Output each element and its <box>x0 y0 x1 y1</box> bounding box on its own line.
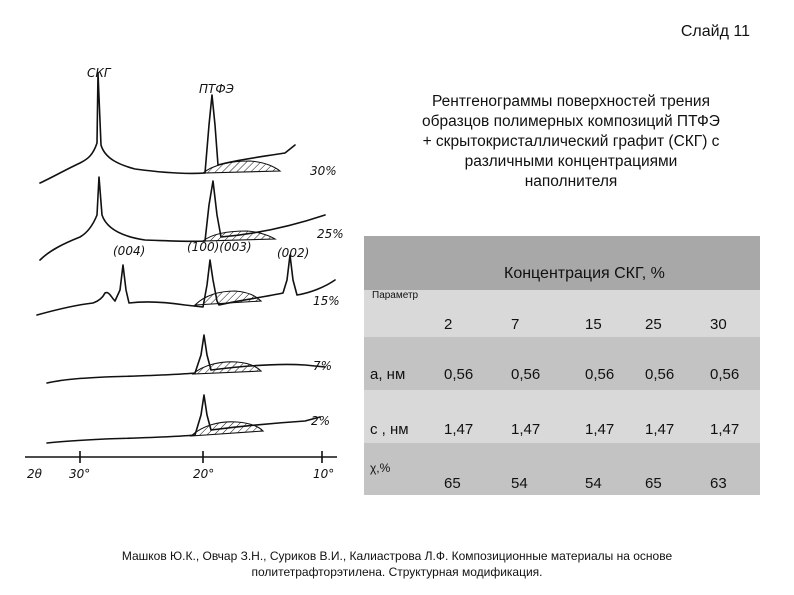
conc-2: 2 <box>444 315 453 333</box>
peak-label-100-003: (100)(003) <box>187 240 252 254</box>
table-row-band-a <box>364 337 760 390</box>
conc-7: 7 <box>511 315 520 333</box>
slide-number: Слайд 11 <box>680 23 750 40</box>
title-line: наполнителя <box>524 173 618 190</box>
table-row-band-c <box>364 390 760 443</box>
title-line: Рентгенограммы поверхностей трения <box>432 93 710 110</box>
row-label-chi: χ,% <box>370 461 391 475</box>
value-c-30: 1,47 <box>710 420 740 438</box>
table-row-band-concentrations <box>364 290 760 337</box>
peak-label-ptfe: ПТФЭ <box>199 82 235 96</box>
citation-footer <box>40 548 754 580</box>
halo-2 <box>191 422 263 436</box>
peak-label-002: (002) <box>277 246 310 260</box>
x-tick-label-30: 30° <box>69 467 91 481</box>
value-c-15: 1,47 <box>585 420 615 438</box>
halo-30 <box>203 161 280 173</box>
conc-25: 25 <box>645 315 662 333</box>
value-c-2: 1,47 <box>444 420 474 438</box>
slide-title <box>382 92 760 192</box>
row-label-c: с , нм <box>370 420 409 438</box>
conc-30: 30 <box>710 315 727 333</box>
title-line: + скрытокристаллический графит (СКГ) с <box>422 133 720 150</box>
halo-7 <box>193 362 261 374</box>
value-chi-7: 54 <box>511 474 528 492</box>
x-axis-label: 2θ <box>27 467 42 481</box>
value-c-7: 1,47 <box>511 420 541 438</box>
curve-label-25: 25% <box>317 227 344 241</box>
curve-7 <box>47 335 325 383</box>
value-a-25: 0,56 <box>645 365 675 383</box>
value-a-30: 0,56 <box>710 365 740 383</box>
value-chi-2: 65 <box>444 474 461 492</box>
peak-label-004: (004) <box>113 244 146 258</box>
peak-label-skg: СКГ <box>87 66 111 80</box>
curve-2 <box>47 395 320 443</box>
curve-label-15: 15% <box>313 294 340 308</box>
title-line: образцов полимерных композиций ПТФЭ <box>422 113 720 130</box>
curve-label-2: 2% <box>311 414 331 428</box>
citation-line: политетрафторэтилена. Структурная модификация. <box>251 565 543 579</box>
value-a-7: 0,56 <box>511 365 541 383</box>
curve-15 <box>37 255 335 315</box>
x-tick-label-20: 20° <box>193 467 215 481</box>
value-a-2: 0,56 <box>444 365 474 383</box>
row-label-a: а, нм <box>370 365 406 383</box>
value-chi-25: 65 <box>645 474 662 492</box>
value-a-15: 0,56 <box>585 365 615 383</box>
title-line: различными концентрациями <box>464 153 678 170</box>
citation-line: Машков Ю.К., Овчар З.Н., Суриков В.И., Калиастрова Л.Ф. Композиционные материалы на основе <box>121 549 673 563</box>
conc-15: 15 <box>585 315 602 333</box>
x-tick-label-10: 10° <box>313 467 335 481</box>
param-label: Параметр <box>372 289 419 301</box>
table-row-band-chi <box>364 443 760 495</box>
value-chi-15: 54 <box>585 474 602 492</box>
table-header: Концентрация СКГ, % <box>504 265 665 282</box>
curve-label-7: 7% <box>313 359 333 373</box>
data-table <box>364 236 760 495</box>
xray-svg <box>25 65 365 495</box>
xray-diffraction-figure <box>25 65 365 495</box>
curve-label-30: 30% <box>310 164 337 178</box>
value-c-25: 1,47 <box>645 420 675 438</box>
value-chi-30: 63 <box>710 474 727 492</box>
